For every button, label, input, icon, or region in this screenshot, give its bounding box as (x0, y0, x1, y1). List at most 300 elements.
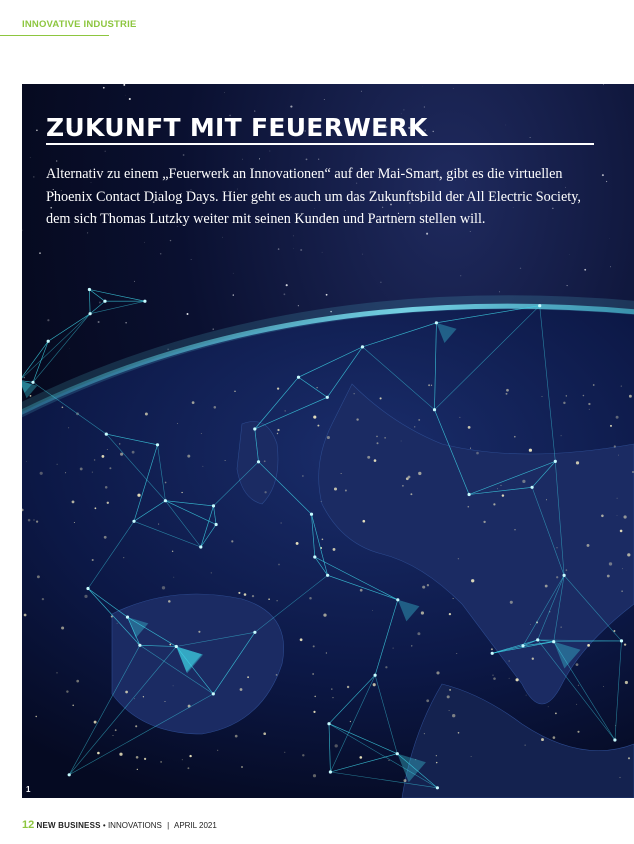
city-light (555, 713, 557, 715)
page-footer (22, 819, 217, 831)
city-light (456, 653, 457, 654)
city-light (502, 494, 504, 496)
city-light (609, 562, 612, 565)
star (105, 151, 106, 152)
city-light (323, 613, 326, 616)
article-lead: Alternativ zu einem „Feuerwerk an Innovationen“ auf der Mai-Smart, gibt es die virtuellen Phoenix Contact Dialog Days. Hier geht es auch um das Zukunftsbild der All Electric Society, dem sich Thomas Lutzky weiter mit seinen Kunden und Partnern stellen will. (46, 166, 581, 227)
city-light (95, 507, 97, 509)
city-light (177, 423, 178, 424)
city-light (165, 482, 167, 484)
network-link (90, 301, 145, 314)
network-node (436, 786, 439, 789)
star (99, 302, 101, 304)
city-light (341, 473, 342, 474)
city-light (94, 721, 97, 724)
city-light (65, 472, 66, 473)
city-light (614, 445, 616, 447)
city-light (214, 406, 217, 409)
star (242, 159, 243, 160)
city-light (277, 433, 278, 434)
city-light (137, 769, 138, 770)
city-light (617, 498, 618, 499)
city-light (603, 686, 604, 687)
city-light (137, 494, 140, 497)
star (603, 84, 604, 85)
star (233, 273, 234, 274)
city-light (360, 589, 363, 592)
city-light (120, 453, 123, 456)
city-light (625, 681, 628, 684)
city-light (119, 753, 122, 756)
star (22, 230, 23, 231)
city-light (414, 426, 415, 427)
city-light (385, 666, 387, 668)
city-light (40, 472, 43, 475)
star (290, 106, 292, 108)
star (24, 377, 26, 379)
city-light (94, 459, 95, 460)
city-light (104, 536, 107, 539)
city-light (125, 691, 128, 694)
city-light (514, 529, 515, 530)
network-node (435, 321, 438, 324)
city-light (235, 735, 238, 738)
city-light (561, 627, 562, 628)
network-node (620, 639, 623, 642)
city-light (285, 410, 286, 411)
star (224, 92, 225, 93)
city-light (268, 598, 270, 600)
city-light (542, 396, 543, 397)
city-light (132, 451, 135, 454)
network-node (491, 652, 494, 655)
city-light (624, 643, 626, 645)
city-light (115, 729, 117, 731)
city-light (102, 455, 105, 458)
city-light (359, 756, 362, 759)
city-light (557, 547, 558, 548)
article-headline: ZUKUNFT MIT FEUERWERK (46, 113, 594, 145)
network-node (326, 396, 329, 399)
city-light (192, 401, 195, 404)
city-light (134, 698, 135, 699)
city-light (384, 437, 385, 438)
star (569, 254, 570, 255)
network-node (68, 773, 71, 776)
city-light (92, 559, 94, 561)
city-light (276, 600, 277, 601)
city-light (198, 631, 200, 633)
city-light (24, 614, 27, 617)
network-node (552, 640, 555, 643)
city-light (601, 515, 604, 518)
city-light (240, 688, 243, 691)
city-light (506, 393, 508, 395)
network-node (396, 752, 399, 755)
star (269, 150, 270, 151)
network-node (468, 493, 471, 496)
network-node (47, 340, 50, 343)
city-light (621, 386, 622, 387)
city-light (97, 752, 100, 755)
star (306, 159, 308, 161)
network-node (212, 504, 215, 507)
network-node (329, 770, 332, 773)
city-light (622, 568, 623, 569)
city-light (373, 683, 376, 686)
city-light (326, 652, 327, 653)
city-light (72, 500, 75, 503)
city-light (424, 733, 425, 734)
city-light (187, 455, 190, 458)
city-light (300, 638, 303, 641)
hero-image (22, 84, 634, 798)
city-light (362, 520, 365, 523)
footer-divider: | (167, 821, 170, 830)
city-light (234, 391, 235, 392)
star (33, 176, 35, 178)
city-light (553, 736, 556, 739)
network-node (31, 381, 34, 384)
city-light (182, 759, 183, 760)
city-light (36, 520, 38, 522)
star (56, 160, 57, 161)
star (324, 99, 325, 100)
city-light (335, 744, 338, 747)
city-light (627, 553, 630, 556)
network-node (361, 345, 364, 348)
network-node (126, 616, 129, 619)
star (36, 129, 38, 131)
city-light (313, 774, 316, 777)
star (213, 328, 214, 329)
star (123, 84, 125, 86)
city-light (135, 725, 137, 727)
city-light (576, 461, 579, 464)
city-light (620, 530, 623, 533)
city-light (411, 645, 412, 646)
city-light (72, 705, 74, 707)
city-light (107, 449, 108, 450)
city-light (145, 413, 148, 416)
city-light (493, 677, 496, 680)
city-light (526, 695, 527, 696)
city-light (92, 472, 93, 473)
city-light (284, 752, 285, 753)
city-light (264, 491, 266, 493)
city-light (497, 488, 498, 489)
star (170, 240, 171, 241)
network-link (33, 341, 48, 382)
city-light (422, 586, 425, 589)
network-node (164, 499, 167, 502)
city-light (74, 522, 75, 523)
city-light (105, 486, 108, 489)
issue-date: APRIL 2021 (173, 821, 217, 830)
city-light (546, 499, 547, 500)
city-light (509, 678, 510, 679)
network-node (253, 427, 256, 430)
city-light (529, 449, 532, 452)
network-node (563, 574, 566, 577)
network-node (105, 433, 108, 436)
network-node (327, 722, 330, 725)
city-light (563, 402, 565, 404)
city-light (313, 645, 315, 647)
city-light (42, 598, 44, 600)
star (160, 253, 162, 255)
city-light (401, 441, 402, 442)
city-light (313, 416, 316, 419)
star (69, 348, 70, 349)
city-light (377, 442, 379, 444)
city-light (491, 648, 493, 650)
city-light (492, 675, 493, 676)
network-node (297, 376, 300, 379)
city-light (169, 644, 171, 646)
network-node (374, 674, 377, 677)
network-node (138, 644, 141, 647)
network-node (536, 638, 539, 641)
city-light (452, 714, 455, 717)
city-light (556, 576, 558, 578)
city-light (302, 754, 304, 756)
star (183, 154, 185, 156)
city-light (281, 523, 282, 524)
city-light (449, 689, 451, 691)
city-light (57, 464, 58, 465)
city-light (263, 732, 266, 735)
network-node (326, 574, 329, 577)
star (47, 319, 49, 321)
star (233, 294, 234, 295)
city-light (314, 696, 316, 698)
city-light (418, 472, 421, 475)
city-light (333, 697, 334, 698)
city-light (548, 706, 549, 707)
city-light (436, 762, 437, 763)
network-node (89, 312, 92, 315)
network-link (89, 290, 90, 314)
network-node (212, 692, 215, 695)
city-light (136, 756, 139, 759)
footer-bullet: • (102, 821, 106, 830)
city-light (278, 564, 280, 566)
city-light (203, 466, 204, 467)
network-node (433, 408, 436, 411)
star (144, 242, 145, 243)
city-light (577, 731, 579, 733)
city-light (578, 685, 579, 686)
city-light (354, 393, 355, 394)
city-light (617, 515, 618, 516)
section-rule (0, 35, 109, 36)
city-light (162, 586, 165, 589)
city-light (449, 613, 451, 615)
star (403, 109, 404, 110)
network-node (554, 460, 557, 463)
city-light (619, 777, 620, 778)
city-light (76, 680, 79, 683)
network-node (313, 555, 316, 558)
star (222, 237, 223, 238)
city-light (189, 755, 191, 757)
city-light (615, 726, 616, 727)
city-light (404, 779, 407, 782)
city-light (30, 395, 32, 397)
star (125, 322, 126, 323)
city-light (123, 557, 124, 558)
network-link (22, 314, 90, 381)
city-light (566, 395, 567, 396)
city-light (164, 701, 165, 702)
city-light (418, 419, 420, 421)
city-light (317, 387, 318, 388)
network-node (86, 587, 89, 590)
city-light (583, 395, 585, 397)
city-light (276, 674, 278, 676)
network-node (253, 631, 256, 634)
city-light (350, 721, 351, 722)
city-light (172, 551, 173, 552)
city-light (317, 425, 319, 427)
city-light (187, 767, 189, 769)
city-light (427, 584, 429, 586)
city-light (62, 406, 64, 408)
city-light (158, 524, 159, 525)
city-light (436, 671, 439, 674)
city-light (509, 661, 510, 662)
star (103, 87, 105, 89)
city-light (345, 490, 347, 492)
city-light (160, 761, 162, 763)
star (426, 233, 428, 235)
city-light (211, 572, 212, 573)
city-light (173, 577, 174, 578)
network-node (531, 486, 534, 489)
city-light (410, 493, 412, 495)
city-light (321, 501, 322, 502)
magazine-name: NEW BUSINESS (36, 821, 101, 830)
city-light (296, 542, 299, 545)
network-node (215, 523, 218, 526)
star (318, 159, 319, 160)
city-light (541, 738, 544, 741)
city-light (426, 699, 429, 702)
network-node (199, 545, 202, 548)
city-light (309, 597, 312, 600)
city-light (393, 648, 394, 649)
city-light (356, 418, 358, 420)
city-light (313, 711, 315, 713)
city-light (506, 389, 509, 392)
star (134, 281, 135, 282)
section-label: INNOVATIVE INDUSTRIE (22, 19, 137, 30)
city-light (431, 385, 432, 386)
city-light (566, 569, 568, 571)
city-light (244, 593, 247, 596)
star (567, 285, 568, 286)
star (610, 266, 611, 267)
city-light (241, 766, 243, 768)
star (98, 321, 100, 323)
city-light (525, 745, 526, 746)
network-node (396, 598, 399, 601)
city-light (144, 758, 146, 760)
city-light (471, 756, 472, 757)
star (286, 284, 288, 286)
city-light (510, 601, 513, 604)
city-light (501, 485, 502, 486)
city-light (468, 426, 471, 429)
city-light (334, 487, 337, 490)
city-light (593, 384, 595, 386)
city-light (173, 685, 174, 686)
city-light (618, 455, 619, 456)
star (39, 252, 41, 254)
star (322, 252, 323, 253)
city-light (468, 506, 470, 508)
city-light (143, 696, 144, 697)
city-light (436, 755, 437, 756)
city-light (35, 716, 36, 717)
star (520, 268, 521, 269)
city-light (449, 710, 450, 711)
city-light (493, 503, 495, 505)
star (584, 269, 586, 271)
city-light (331, 688, 332, 689)
star (284, 293, 286, 295)
city-light (417, 632, 420, 635)
city-light (589, 409, 590, 410)
city-light (576, 704, 577, 705)
city-light (629, 395, 632, 398)
city-light (621, 590, 623, 592)
star (326, 294, 328, 296)
issue-name: INNOVATIONS (107, 821, 162, 830)
city-light (624, 515, 627, 518)
city-light (447, 695, 450, 698)
city-light (201, 433, 202, 434)
city-light (471, 579, 474, 582)
city-light (458, 732, 460, 734)
star (460, 275, 461, 276)
city-light (117, 623, 118, 624)
star (87, 232, 88, 233)
city-light (84, 595, 87, 598)
photo-number: 1 (26, 785, 31, 794)
city-light (530, 624, 531, 625)
network-node (538, 304, 541, 307)
city-light (109, 467, 111, 469)
city-light (476, 452, 479, 455)
city-light (333, 548, 336, 551)
city-light (545, 585, 548, 588)
city-light (302, 475, 303, 476)
page-number: 12 (22, 819, 35, 831)
network-link (89, 290, 144, 302)
network-node (88, 288, 91, 291)
star (298, 305, 299, 306)
star (499, 292, 500, 293)
city-light (587, 544, 590, 547)
city-light (380, 397, 382, 399)
star (30, 157, 31, 158)
network-node (132, 520, 135, 523)
network-link (48, 314, 90, 342)
star (254, 110, 255, 111)
city-light (561, 435, 562, 436)
